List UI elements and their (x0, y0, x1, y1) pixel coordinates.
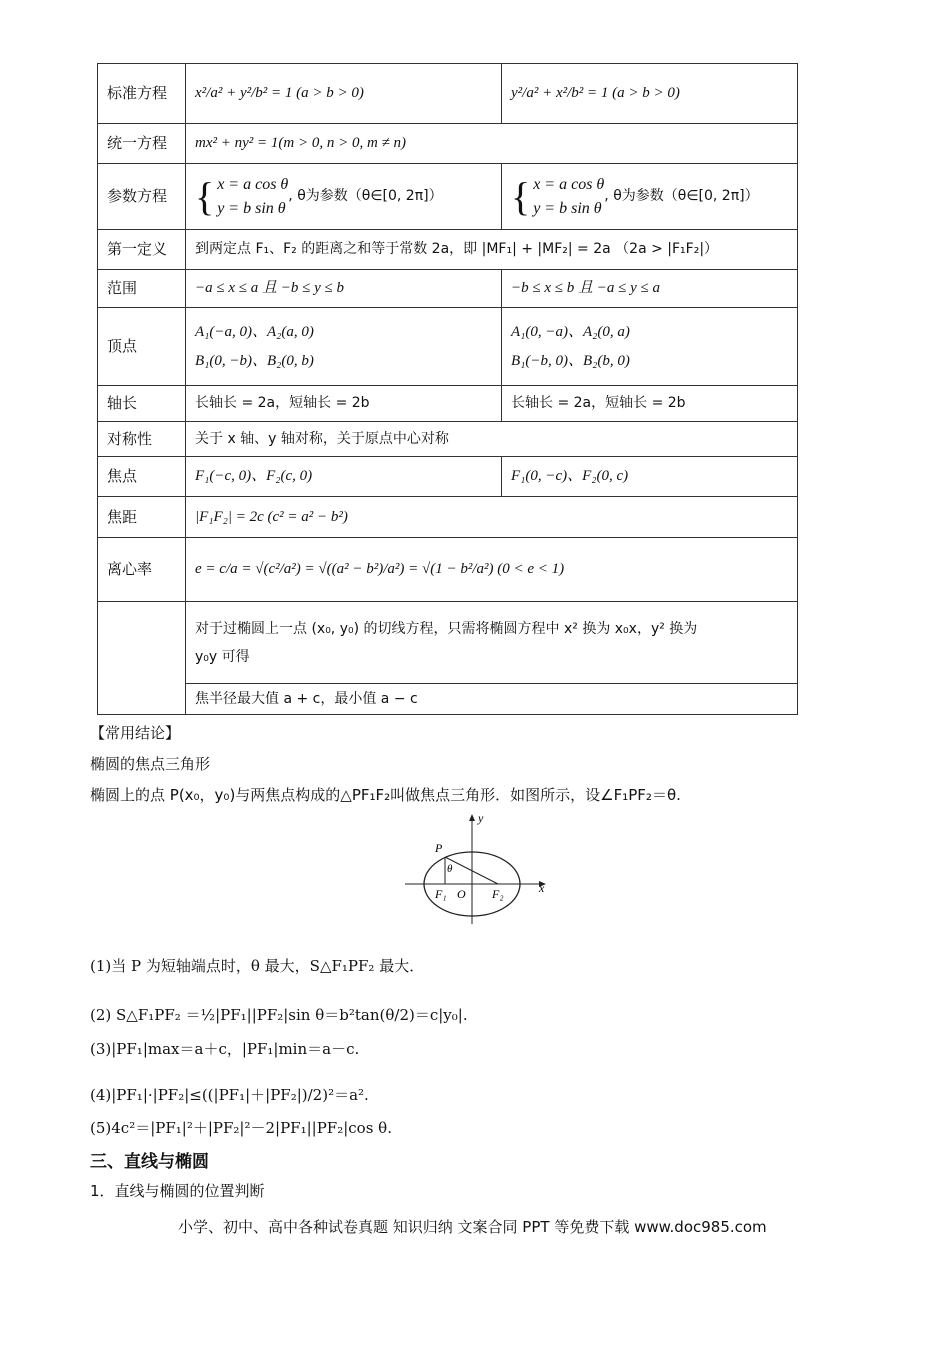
standard-equation-vertical: y²/a² + x²/b² = 1 (a > b > 0) (502, 64, 798, 124)
parametric-equation-left (186, 164, 502, 230)
table-row (98, 538, 798, 602)
foci-right: F₁(0, −c)、F₂(0, c) (502, 457, 798, 497)
param-y: y = b sin θ (217, 199, 286, 217)
table-row (98, 497, 798, 538)
table-row (98, 386, 798, 422)
label-p: P (435, 841, 443, 855)
focal-distance: |F₁F₂| = 2c (c² = a² − b²) (186, 497, 798, 538)
axis-length-left: 长轴长 = 2a，短轴长 = 2b (186, 386, 502, 422)
vertices-a: A₁(−a, 0)、A₂(a, 0) (195, 324, 314, 340)
tangent-line-2: y₀y 可得 (195, 648, 250, 665)
conclusion-item-3: (3)|PF₁|max＝a＋c，|PF₁|min＝a－c. (90, 1040, 360, 1058)
axis-length-right: 长轴长 = 2a，短轴长 = 2b (502, 386, 798, 422)
vertices-a: A₁(0, −a)、A₂(0, a) (511, 324, 630, 340)
row-label: 轴长 (98, 386, 186, 422)
conclusion-item-1: (1)当 P 为短轴端点时，θ 最大，S△F₁PF₂ 最大． (90, 957, 425, 975)
foci-left: F₁(−c, 0)、F₂(c, 0) (186, 457, 502, 497)
param-x: x = a cos θ (217, 175, 289, 193)
table-row (98, 124, 798, 164)
vertices-left (186, 308, 502, 386)
table-row (98, 457, 798, 497)
row-label: 顶点 (98, 308, 186, 386)
range-right: −b ≤ x ≤ b 且 −a ≤ y ≤ a (502, 270, 798, 308)
row-label: 标准方程 (98, 64, 186, 124)
tangent-line-note (186, 602, 798, 684)
section-subheading: 1．直线与椭圆的位置判断 (90, 1182, 265, 1200)
tangent-line-1: 对于过椭圆上一点 (x₀, y₀) 的切线方程，只需将椭圆方程中 x² 换为 x₀x，y² 换为 (195, 620, 698, 637)
param-note: , θ为参数（θ∈[0, 2π]） (288, 188, 443, 205)
conclusion-item-5: (5)4c²＝|PF₁|²＋|PF₂|²－2|PF₁||PF₂|cos θ. (90, 1119, 392, 1137)
page-footer: 小学、初中、高中各种试卷真题 知识归纳 文案合同 PPT 等免费下载 www.doc985.com (178, 1218, 767, 1236)
vertices-b: B₁(−b, 0)、B₂(b, 0) (511, 352, 630, 369)
conclusion-item-2: (2) S△F₁PF₂ ＝½|PF₁||PF₂|sin θ＝b²tan(θ/2)＝c|y₀|. (90, 1006, 468, 1024)
param-y: y = b sin θ (533, 199, 602, 217)
param-note: , θ为参数（θ∈[0, 2π]） (604, 188, 759, 205)
row-label: 第一定义 (98, 230, 186, 270)
focal-triangle-title: 椭圆的焦点三角形 (90, 755, 211, 773)
table-row (98, 270, 798, 308)
row-label (98, 602, 186, 715)
section-heading: 三、直线与椭圆 (90, 1152, 209, 1172)
focal-radius-extremes: 焦半径最大值 a + c，最小值 a − c (186, 684, 798, 715)
row-label: 焦点 (98, 457, 186, 497)
ellipse-properties-table (97, 63, 798, 715)
table-row (98, 308, 798, 386)
table-row (98, 684, 798, 715)
param-x: x = a cos θ (533, 175, 605, 193)
row-label: 范围 (98, 270, 186, 308)
vertices-b: B₁(0, −b)、B₂(0, b) (195, 352, 314, 369)
conclusion-item-4: (4)|PF₁|·|PF₂|≤((|PF₁|＋|PF₂|)/2)²＝a². (90, 1086, 369, 1104)
focal-triangle-desc: 椭圆上的点 P(x₀，y₀)与两焦点构成的△PF₁F₂叫做焦点三角形．如图所示，设∠F₁PF₂＝θ. (90, 786, 681, 804)
left-brace-icon: { (195, 173, 215, 219)
table-row (98, 230, 798, 270)
table-row (98, 422, 798, 457)
row-label: 离心率 (98, 538, 186, 602)
conclusions-heading: 【常用结论】 (90, 724, 181, 742)
table-row (98, 164, 798, 230)
label-f1: F₁ (435, 887, 447, 901)
label-theta: θ (447, 863, 453, 875)
unified-equation: mx² + ny² = 1(m > 0, n > 0, m ≠ n) (186, 124, 798, 164)
table-row (98, 602, 798, 684)
row-label: 参数方程 (98, 164, 186, 230)
focal-triangle-diagram (399, 812, 551, 930)
label-x: x (539, 881, 545, 895)
range-left: −a ≤ x ≤ a 且 −b ≤ y ≤ b (186, 270, 502, 308)
symmetry: 关于 x 轴、y 轴对称，关于原点中心对称 (186, 422, 798, 457)
standard-equation-horizontal: x²/a² + y²/b² = 1 (a > b > 0) (186, 64, 502, 124)
label-o: O (457, 887, 466, 901)
row-label: 统一方程 (98, 124, 186, 164)
row-label: 对称性 (98, 422, 186, 457)
first-definition: 到两定点 F₁、F₂ 的距离之和等于常数 2a，即 |MF₁| + |MF₂| = 2a （2a > |F₁F₂|） (186, 230, 798, 270)
table-row (98, 64, 798, 124)
parametric-equation-right (502, 164, 798, 230)
eccentricity: e = c/a = √(c²/a²) = √((a² − b²)/a²) = √(1 − b²/a²) (0 < e < 1) (186, 538, 798, 602)
row-label: 焦距 (98, 497, 186, 538)
vertices-right (502, 308, 798, 386)
y-axis-arrow-icon (469, 814, 475, 821)
label-y: y (478, 812, 484, 825)
label-f2: F₂ (492, 887, 504, 901)
left-brace-icon: { (511, 173, 531, 219)
